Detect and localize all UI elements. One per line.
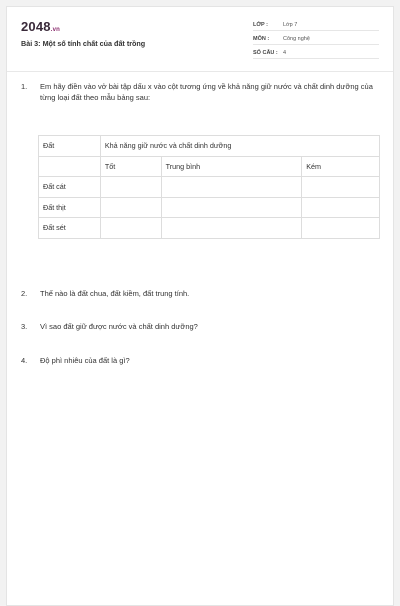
- question-number: 4.: [21, 356, 28, 365]
- table-cell: [161, 197, 302, 218]
- question-text: Độ phì nhiêu của đất là gì?: [40, 356, 130, 365]
- header-divider: [7, 71, 393, 72]
- worksheet-page: [6, 6, 394, 606]
- question-1: [21, 81, 381, 103]
- row-label: Đất cát: [39, 177, 101, 198]
- subheader-good: Tốt: [100, 156, 161, 177]
- col-header-group: Khả năng giữ nước và chất dinh dưỡng: [100, 136, 379, 157]
- question-number: 2.: [21, 289, 28, 298]
- table-row: [39, 218, 380, 239]
- table-cell: [100, 197, 161, 218]
- meta-info: [253, 19, 379, 61]
- site-logo[interactable]: [21, 19, 60, 34]
- subheader-average: Trung bình: [161, 156, 302, 177]
- table-cell: [100, 218, 161, 239]
- question-2: [21, 288, 381, 299]
- table-cell: [39, 156, 101, 177]
- meta-row-subject: [253, 33, 379, 45]
- row-label: Đất thịt: [39, 197, 101, 218]
- table-cell: [302, 197, 380, 218]
- table-cell: [302, 218, 380, 239]
- row-label: Đất sét: [39, 218, 101, 239]
- meta-value: Lớp 7: [283, 21, 298, 28]
- logo-tld: .vn: [50, 27, 61, 33]
- meta-label: LỚP :: [253, 21, 268, 28]
- meta-value: 4: [283, 49, 287, 56]
- logo-text: 2048: [21, 19, 51, 34]
- table-row: [39, 197, 380, 218]
- question-3: [21, 321, 381, 332]
- subheader-poor: Kém: [302, 156, 380, 177]
- question-text: Em hãy điền vào vở bài tập dấu x vào cột tương ứng về khả năng giữ nước và chất dinh dưỡng của từng loại đất theo mẫu bảng sau:: [40, 82, 373, 102]
- table-cell: [302, 177, 380, 198]
- question-4: [21, 355, 381, 366]
- table-subheader-row: [39, 156, 380, 177]
- question-text: Vì sao đất giữ được nước và chất dinh dưỡng?: [40, 322, 198, 331]
- meta-row-class: [253, 19, 379, 31]
- question-number: 1.: [21, 82, 28, 91]
- meta-value: Công nghệ: [283, 35, 310, 42]
- question-number: 3.: [21, 322, 28, 331]
- soil-table: [38, 135, 380, 239]
- col-header-soil: Đất: [39, 136, 101, 157]
- table-header-row: [39, 136, 380, 157]
- meta-row-question-count: [253, 47, 379, 59]
- meta-label: MÔN :: [253, 35, 270, 42]
- lesson-title: Bài 3: Một số tính chất của đất trồng: [21, 39, 146, 48]
- table-cell: [161, 177, 302, 198]
- question-text: Thế nào là đất chua, đất kiềm, đất trung tính.: [40, 289, 190, 298]
- table-cell: [161, 218, 302, 239]
- table-row: [39, 177, 380, 198]
- meta-label: SỐ CÂU :: [253, 49, 278, 56]
- table-cell: [100, 177, 161, 198]
